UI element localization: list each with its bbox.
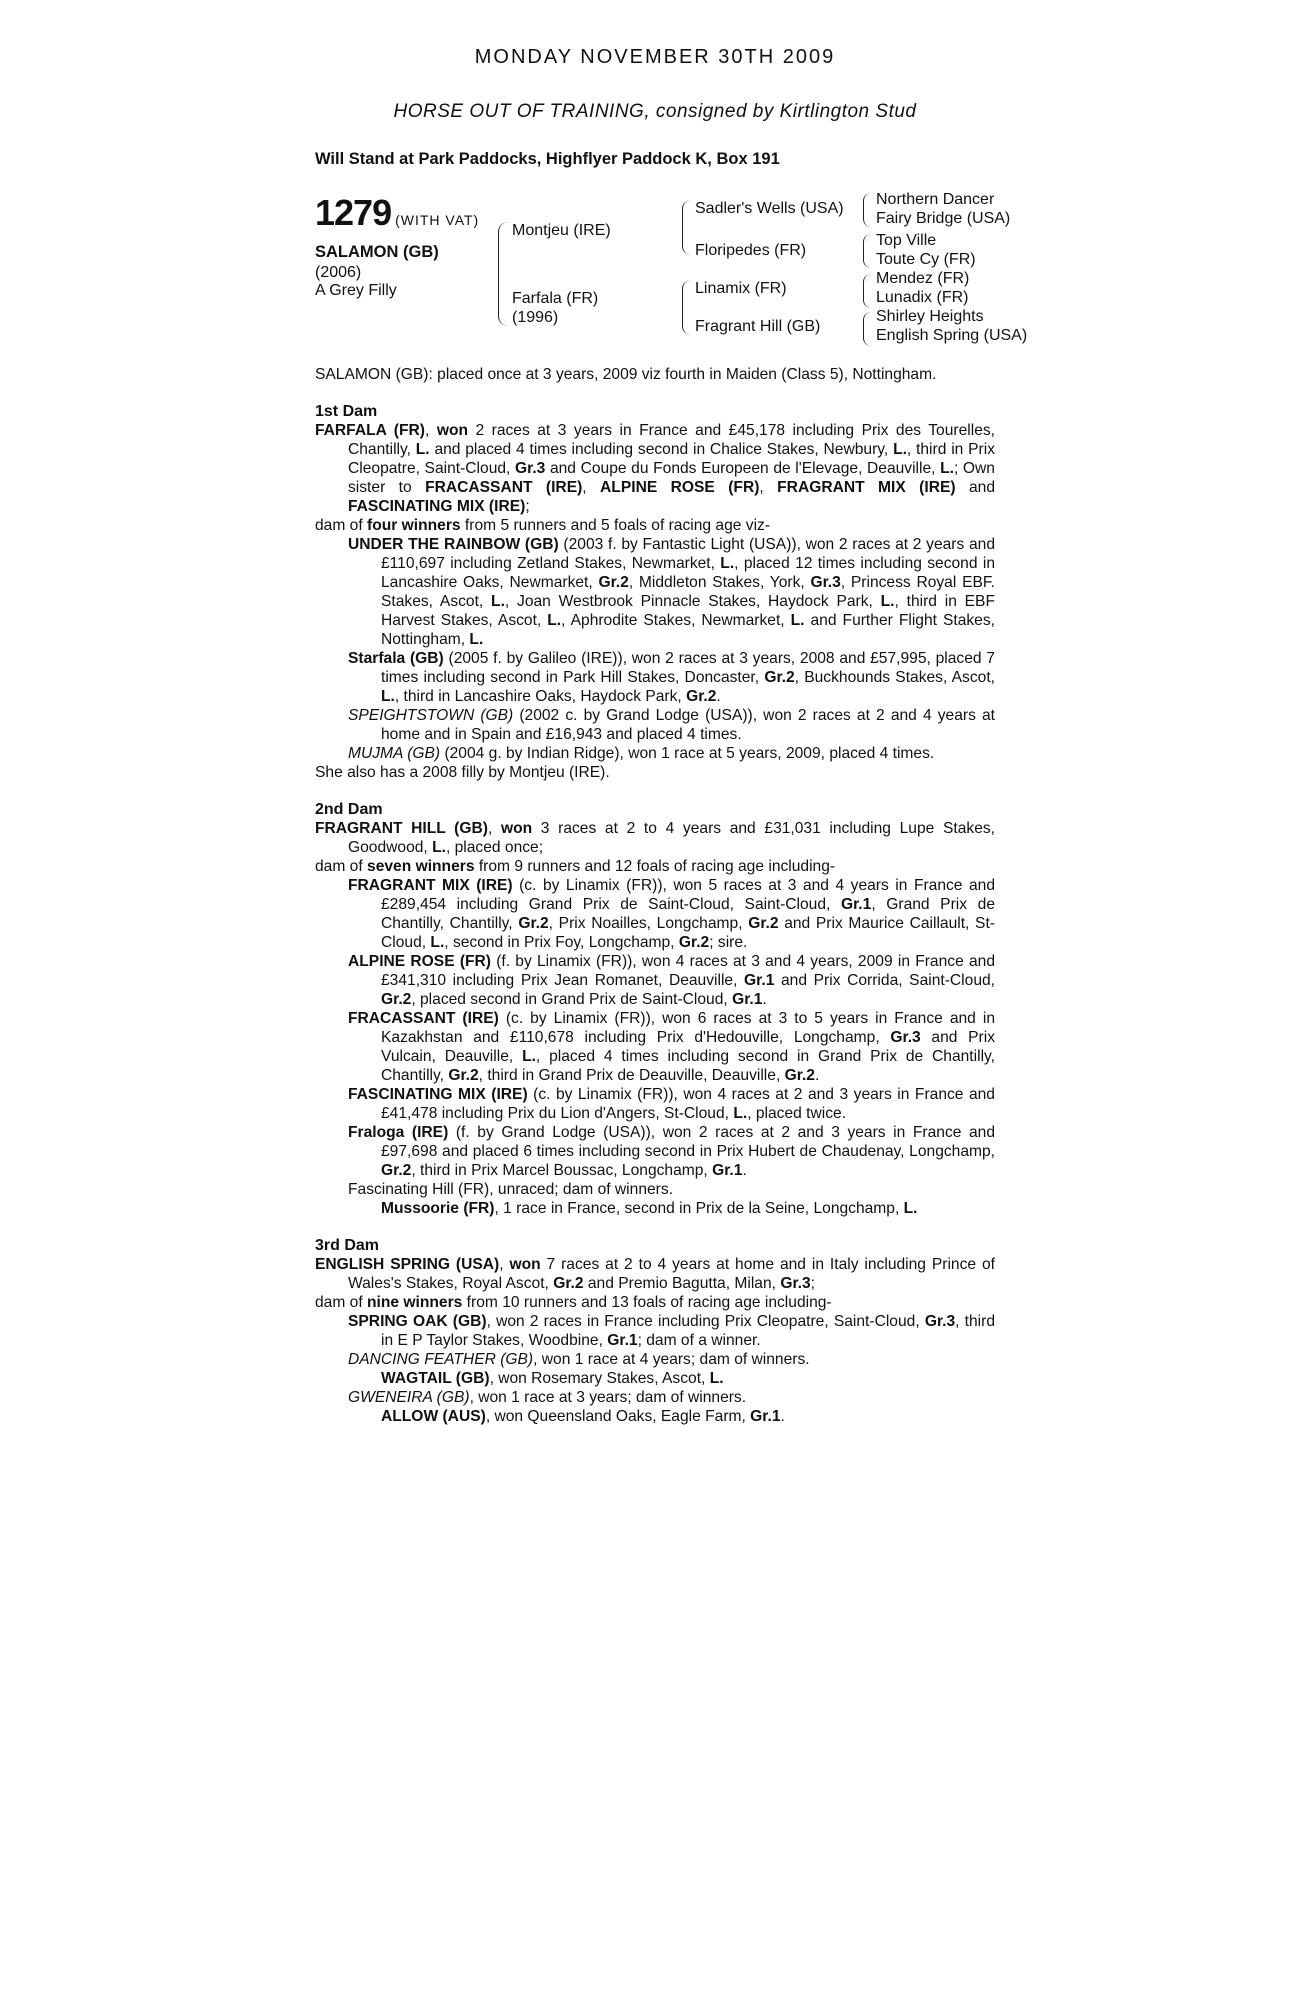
- pedigree-dds: Shirley Heights: [876, 308, 984, 325]
- pedigree-sire-sire: Sadler's Wells (USA): [695, 200, 844, 217]
- second-dam-produce: dam of seven winners from 9 runners and 12 foals of racing age including-: [315, 858, 836, 875]
- lot-number: 1279: [315, 192, 392, 233]
- second-dam-progeny: FASCINATING MIX (IRE) (c. by Linamix (FR)), won 4 races at 2 and 3 years in France and £41,478 including Prix du Lion d'Angers, St-Cloud, L., placed twice.: [348, 1086, 995, 1122]
- pedigree-brace-ss: [863, 193, 871, 227]
- first-dam-heading: 1st Dam: [315, 403, 378, 420]
- stand-location: Will Stand at Park Paddocks, Highflyer Paddock K, Box 191: [315, 150, 780, 168]
- lot-number-block: [315, 192, 479, 234]
- third-dam-item: GWENEIRA (GB), won 1 race at 3 years; dam of winners.: [348, 1389, 747, 1406]
- pedigree-sss: Northern Dancer: [876, 191, 995, 208]
- race-record-body: [315, 365, 995, 1426]
- pedigree-brace-dam: [682, 280, 691, 335]
- pedigree-sdd: Toute Cy (FR): [876, 251, 976, 268]
- third-dam-item: DANCING FEATHER (GB), won 1 race at 4 years; dam of winners.: [348, 1351, 810, 1368]
- pedigree-brace-sd: [863, 234, 871, 268]
- second-dam-heading: 2nd Dam: [315, 801, 383, 818]
- pedigree-brace-gen1: [498, 222, 509, 326]
- consignment-line: HORSE OUT OF TRAINING, consigned by Kirtlington Stud: [393, 101, 917, 122]
- pedigree-sire: Montjeu (IRE): [512, 222, 611, 239]
- foaling-year: (2006): [315, 264, 362, 281]
- second-dam-progeny: FRACASSANT (IRE) (c. by Linamix (FR)), won 6 races at 3 to 5 years in France and in Kazakhstan and £110,678 including Prix d'Hedouville, Longchamp, Gr.3 and Prix Vulcain, Deauville, L., placed 4 times including second in Grand Prix de Chantilly, Chantilly, Gr.2, third in Grand Prix de Deauville, Deauville, Gr.2.: [348, 1010, 996, 1084]
- third-dam-produce: dam of nine winners from 10 runners and 13 foals of racing age including-: [315, 1294, 832, 1311]
- first-dam-footer: She also has a 2008 filly by Montjeu (IRE).: [315, 764, 610, 781]
- pedigree-brace-ds: [863, 274, 871, 308]
- pedigree-dam-dam: Fragrant Hill (GB): [695, 318, 821, 335]
- first-dam-progeny: MUJMA (GB) (2004 g. by Indian Ridge), won 1 race at 5 years, 2009, placed 4 times.: [348, 745, 935, 762]
- pedigree-dsd: Lunadix (FR): [876, 289, 969, 306]
- third-dam-progeny: SPRING OAK (GB), won 2 races in France including Prix Cleopatre, Saint-Cloud, Gr.3, third in E P Taylor Stakes, Woodbine, Gr.1; dam of a winner.: [348, 1313, 996, 1349]
- second-dam-progeny: ALPINE ROSE (FR) (f. by Linamix (FR)), won 4 races at 3 and 4 years, 2009 in France and £341,310 including Prix Jean Romanet, Deauville, Gr.1 and Prix Corrida, Saint-Cloud, Gr.2, placed second in Grand Prix de Saint-Cloud, Gr.1.: [348, 953, 995, 1008]
- first-dam-produce: dam of four winners from 5 runners and 5 foals of racing age viz-: [315, 517, 771, 534]
- summary-line: SALAMON (GB): placed once at 3 years, 2009 viz fourth in Maiden (Class 5), Nottingham.: [315, 366, 937, 383]
- third-dam-record: ENGLISH SPRING (USA), won 7 races at 2 to 4 years at home and in Italy including Prince of Wales's Stakes, Royal Ascot, Gr.2 and Premio Bagutta, Milan, Gr.3;: [315, 1256, 995, 1292]
- pedigree-ddd: English Spring (USA): [876, 327, 1028, 344]
- sale-date: MONDAY NOVEMBER 30TH 2009: [474, 46, 836, 68]
- pedigree-dam-sire: Linamix (FR): [695, 280, 787, 297]
- pedigree-dss: Mendez (FR): [876, 270, 970, 287]
- pedigree-sds: Top Ville: [876, 232, 937, 249]
- first-dam-progeny: UNDER THE RAINBOW (GB) (2003 f. by Fantastic Light (USA)), won 2 races at 2 years and £110,697 including Zetland Stakes, Newmarket, L., placed 12 times including second in Lancashire Oaks, Newmarket, Gr.2, Middleton Stakes, York, Gr.3, Princess Royal EBF. Stakes, Ascot, L., Joan Westbrook Pinnacle Stakes, Haydock Park, L., third in EBF Harvest Stakes, Ascot, L., Aphrodite Stakes, Newmarket, L. and Further Flight Stakes, Nottingham, L.: [348, 536, 995, 648]
- second-dam-progeny: Fraloga (IRE) (f. by Grand Lodge (USA)), won 2 races at 2 and 3 years in France and £97,698 and placed 6 times including second in Prix Hubert de Chaudenay, Longchamp, Gr.2, third in Prix Marcel Boussac, Longchamp, Gr.1.: [348, 1124, 995, 1179]
- horse-description: A Grey Filly: [315, 282, 397, 299]
- pedigree-sire-dam: Floripedes (FR): [695, 242, 807, 259]
- pedigree-dam: Farfala (FR): [512, 290, 599, 307]
- third-dam-sub-progeny: WAGTAIL (GB), won Rosemary Stakes, Ascot, L.: [381, 1370, 724, 1387]
- second-dam-record: FRAGRANT HILL (GB), won 3 races at 2 to 4 years and £31,031 including Lupe Stakes, Goodwood, L., placed once;: [315, 820, 995, 856]
- pedigree-brace-dd: [863, 312, 871, 346]
- second-dam-progeny: FRAGRANT MIX (IRE) (c. by Linamix (FR)), won 5 races at 3 and 4 years in France and £289,454 including Grand Prix de Saint-Cloud, Saint-Cloud, Gr.1, Grand Prix de Chantilly, Chantilly, Gr.2, Prix Noailles, Longchamp, Gr.2 and Prix Maurice Caillault, St-Cloud, L., second in Prix Foy, Longchamp, Gr.2; sire.: [348, 877, 995, 951]
- pedigree-dam-year: (1996): [512, 309, 559, 326]
- first-dam-record: FARFALA (FR), won 2 races at 3 years in France and £45,178 including Prix des Tourelles, Chantilly, L. and placed 4 times including second in Chalice Stakes, Newbury, L., third in Prix Cleopatre, Saint-Cloud, Gr.3 and Coupe du Fonds Europeen de l'Elevage, Deauville, L.; Own sister to FRACASSANT (IRE), ALPINE ROSE (FR), FRAGRANT MIX (IRE) and FASCINATING MIX (IRE);: [315, 422, 995, 515]
- horse-name: SALAMON (GB): [315, 243, 439, 261]
- third-dam-heading: 3rd Dam: [315, 1237, 380, 1254]
- first-dam-progeny: SPEIGHTSTOWN (GB) (2002 c. by Grand Lodge (USA)), won 2 races at 2 and 4 years at home and in Spain and £16,943 and placed 4 times.: [348, 707, 995, 743]
- third-dam-sub-progeny: ALLOW (AUS), won Queensland Oaks, Eagle Farm, Gr.1.: [381, 1408, 785, 1425]
- second-dam-sub-progeny: Mussoorie (FR), 1 race in France, second in Prix de la Seine, Longchamp, L.: [381, 1200, 918, 1217]
- pedigree-ssd: Fairy Bridge (USA): [876, 210, 1011, 227]
- second-dam-sub-item: Fascinating Hill (FR), unraced; dam of winners.: [348, 1181, 673, 1198]
- pedigree-brace-sire: [682, 200, 691, 255]
- vat-label: (WITH VAT): [395, 212, 480, 228]
- first-dam-progeny: Starfala (GB) (2005 f. by Galileo (IRE)), won 2 races at 3 years, 2008 and £57,995, placed 7 times including second in Park Hill Stakes, Doncaster, Gr.2, Buckhounds Stakes, Ascot, L., third in Lancashire Oaks, Haydock Park, Gr.2.: [348, 650, 995, 705]
